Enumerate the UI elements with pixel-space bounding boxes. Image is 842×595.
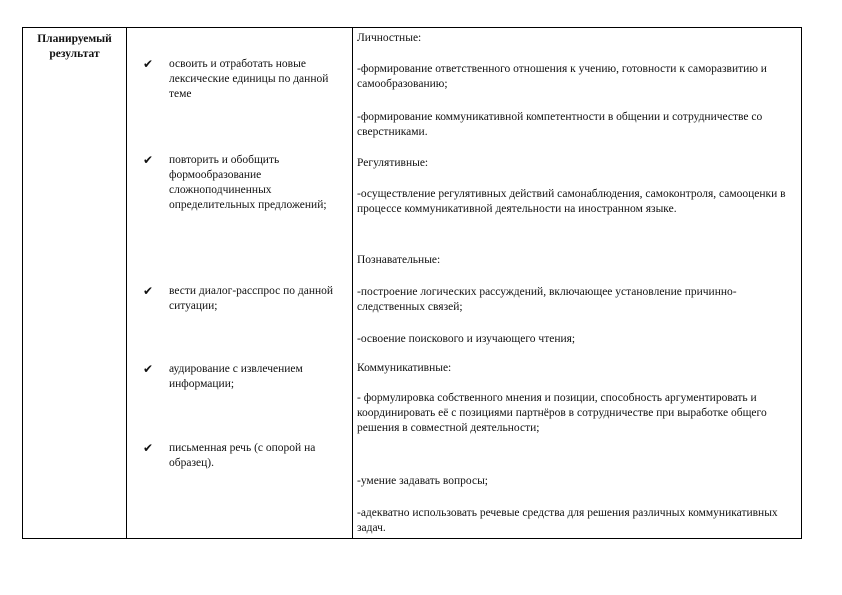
result-text: -построение логических рассуждений, включающее установление причинно-следственных связей;: [357, 286, 737, 313]
goal-item: [143, 284, 353, 314]
goal-text: повторить и обобщить формообразование сложноподчиненных определительных предложений;: [169, 154, 327, 211]
goal-item: [143, 441, 353, 471]
goal-text: письменная речь (с опорой на образец).: [169, 442, 316, 469]
checkmark-icon: ✔: [143, 284, 154, 298]
result-text: -умение задавать вопросы;: [357, 475, 488, 487]
goal-text: освоить и отработать новые лексические единицы по данной теме: [169, 58, 329, 100]
results-table: [22, 27, 802, 539]
checkmark-icon: ✔: [143, 153, 154, 167]
personal-heading: Личностные:: [357, 32, 422, 44]
row-header: Планируемый результат: [37, 33, 112, 60]
cognitive-heading: Познавательные:: [357, 254, 441, 266]
regulatory-heading: Регулятивные:: [357, 157, 429, 169]
result-text: - формулировка собственного мнения и позиции, способность аргументировать и координировать её с позициями партнёров в сотрудничестве при выработке общего решения в совместной деятельности;: [357, 392, 767, 434]
result-text: -формирование коммуникативной компетентности в общении и сотрудничестве со сверстниками.: [357, 111, 763, 138]
result-text: -осуществление регулятивных действий самонаблюдения, самоконтроля, самооценки в процессе коммуникативной деятельности на иностранном языке.: [357, 188, 786, 215]
checkmark-icon: ✔: [143, 362, 154, 376]
column-divider: [126, 28, 127, 538]
goal-item: [143, 57, 353, 102]
goal-item: [143, 153, 353, 213]
checkmark-icon: ✔: [143, 57, 154, 71]
result-text: -формирование ответственного отношения к учению, готовности к саморазвитию и самообразованию;: [357, 63, 767, 90]
goal-text: вести диалог-расспрос по данной ситуации;: [169, 285, 334, 312]
goal-text: аудирование с извлечением информации;: [169, 363, 303, 390]
checkmark-icon: ✔: [143, 441, 154, 455]
result-text: -адекватно использовать речевые средства для решения различных коммуникативных задач.: [357, 507, 778, 534]
communicative-heading: Коммуникативные:: [357, 362, 452, 374]
goal-item: [143, 362, 353, 392]
result-text: -освоение поискового и изучающего чтения;: [357, 333, 576, 345]
